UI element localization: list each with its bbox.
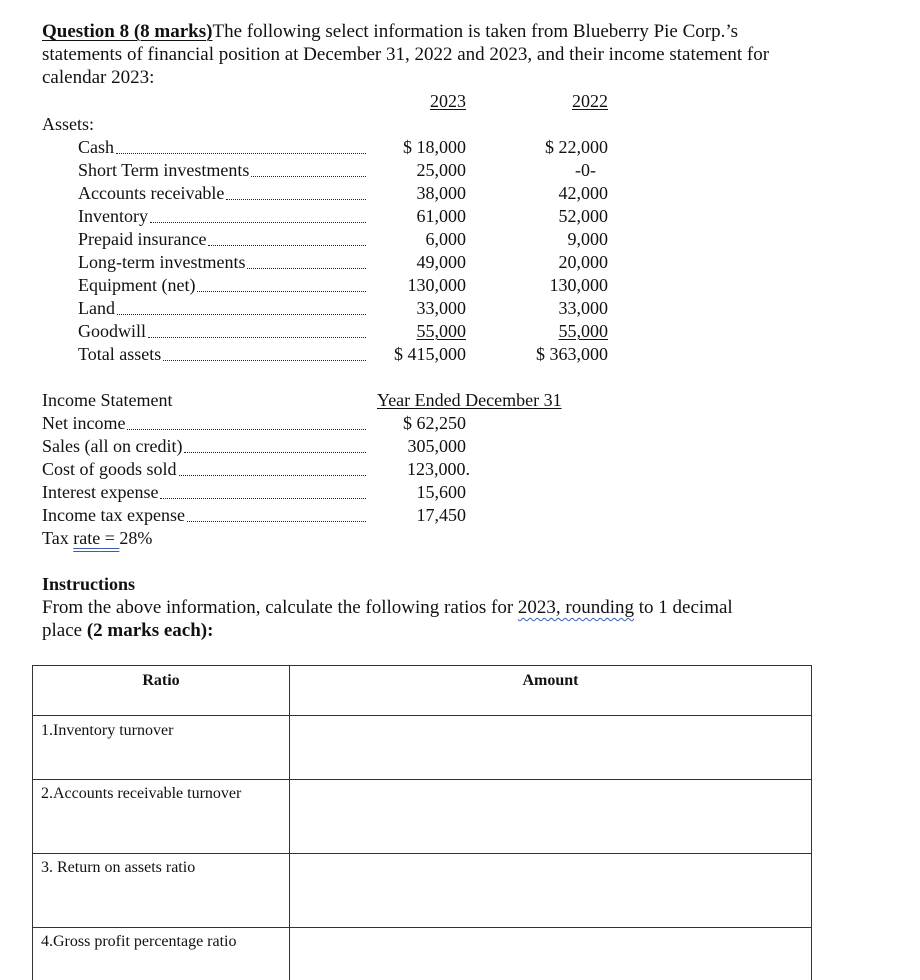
table-row <box>33 928 812 980</box>
bs-row-label: Inventory <box>78 205 368 228</box>
question-heading: Question 8 (8 marks) <box>42 21 213 42</box>
ratio-cell <box>33 780 290 854</box>
bs-value-2023: 61,000 <box>416 206 466 226</box>
question-line-1 <box>42 20 738 43</box>
col-header-2022: 2022 <box>572 91 608 111</box>
bs-value-2023: 25,000 <box>416 160 466 180</box>
bs-row-label: Long-term investments <box>78 251 368 274</box>
bs-total-2023: $ 415,000 <box>394 344 466 364</box>
bs-row-label: Goodwill <box>78 320 368 343</box>
is-row-label: Cost of goods sold <box>42 458 368 481</box>
tax-rate: Tax rate = 28% <box>42 528 153 548</box>
amount-cell[interactable] <box>290 928 812 980</box>
header-ratio-cell <box>33 666 290 716</box>
bs-row-label: Accounts receivable <box>78 182 368 205</box>
instructions-year: 2023, rounding <box>517 597 635 618</box>
amount-value <box>290 854 811 866</box>
header-amount: Amount <box>522 672 579 689</box>
bs-row-label: Land <box>78 297 368 320</box>
bs-value-2022: 20,000 <box>558 252 608 272</box>
is-value: 17,450 <box>416 505 466 525</box>
amount-value <box>290 928 811 940</box>
bs-value-2022: 52,000 <box>558 206 608 226</box>
instructions-line-1: From the above information, calculate the following ratios for 2023, rounding to 1 decimal <box>42 597 733 618</box>
is-value: 123,000. <box>407 459 470 479</box>
header-amount-cell <box>290 666 812 716</box>
is-row-label: Net income <box>42 412 368 435</box>
amount-cell[interactable] <box>290 780 812 854</box>
ratio-table <box>32 665 812 980</box>
table-row <box>33 716 812 780</box>
marks-each: (2 marks each): <box>86 620 214 641</box>
ratio-cell <box>33 928 290 980</box>
col-header-2023: 2023 <box>430 91 466 111</box>
tax-rate-value: 28% <box>119 528 153 548</box>
amount-value <box>290 716 811 728</box>
assets-label: Assets: <box>42 114 95 134</box>
bs-value-2023: 6,000 <box>425 229 466 249</box>
bs-value-2022: -0- <box>575 160 596 180</box>
bs-value-2023: 38,000 <box>416 183 466 203</box>
amount-value <box>290 780 811 792</box>
bs-value-2023: 33,000 <box>416 298 466 318</box>
is-value: 15,600 <box>416 482 466 502</box>
ratio-name: 4.Gross profit percentage ratio <box>41 933 237 950</box>
ratio-cell <box>33 854 290 928</box>
bs-value-2023: 49,000 <box>416 252 466 272</box>
bs-row-label: Short Term investments <box>78 159 368 182</box>
question-line-2: statements of financial position at December 31, 2022 and 2023, and their income statement for <box>42 44 770 65</box>
table-row <box>33 780 812 854</box>
bs-value-2023: 55,000 <box>416 321 466 341</box>
bs-value-2022: $ 22,000 <box>545 137 608 157</box>
ratio-name: 2.Accounts receivable turnover <box>41 785 242 802</box>
bs-row-label-total: Total assets <box>78 343 368 366</box>
is-value: 305,000 <box>407 436 466 456</box>
instructions-title: Instructions <box>42 574 136 594</box>
is-row-label: Income tax expense <box>42 504 368 527</box>
bs-row-label: Cash <box>78 136 368 159</box>
ratio-cell <box>33 716 290 780</box>
tax-rate-word: rate <box>73 528 101 548</box>
ratio-name: 3. Return on assets ratio <box>41 859 196 876</box>
bs-value-2023: $ 18,000 <box>403 137 466 157</box>
income-statement-column-header: Year Ended December 31 <box>377 390 562 410</box>
ratio-name: 1.Inventory turnover <box>41 722 174 739</box>
bs-row-label: Equipment (net) <box>78 274 368 297</box>
instructions-line-2: place (2 marks each): <box>42 620 214 641</box>
income-statement-title: Income Statement <box>42 390 173 410</box>
question-line-3: calendar 2023: <box>42 67 155 88</box>
is-row-label: Sales (all on credit) <box>42 435 368 458</box>
bs-value-2022: 130,000 <box>549 275 608 295</box>
bs-value-2023: 130,000 <box>407 275 466 295</box>
is-row-label: Interest expense <box>42 481 368 504</box>
header-ratio: Ratio <box>142 672 180 689</box>
bs-row-label: Prepaid insurance <box>78 228 368 251</box>
ratio-table-header <box>33 666 812 716</box>
bs-value-2022: 33,000 <box>558 298 608 318</box>
bs-value-2022: 55,000 <box>558 321 608 341</box>
is-value: $ 62,250 <box>403 413 466 433</box>
bs-value-2022: 42,000 <box>558 183 608 203</box>
question-text-1: The following select information is taken from Blueberry Pie Corp.’s <box>212 21 739 42</box>
bs-value-2022: 9,000 <box>567 229 608 249</box>
bs-total-2022: $ 363,000 <box>536 344 608 364</box>
table-row <box>33 854 812 928</box>
amount-cell[interactable] <box>290 716 812 780</box>
amount-cell[interactable] <box>290 854 812 928</box>
